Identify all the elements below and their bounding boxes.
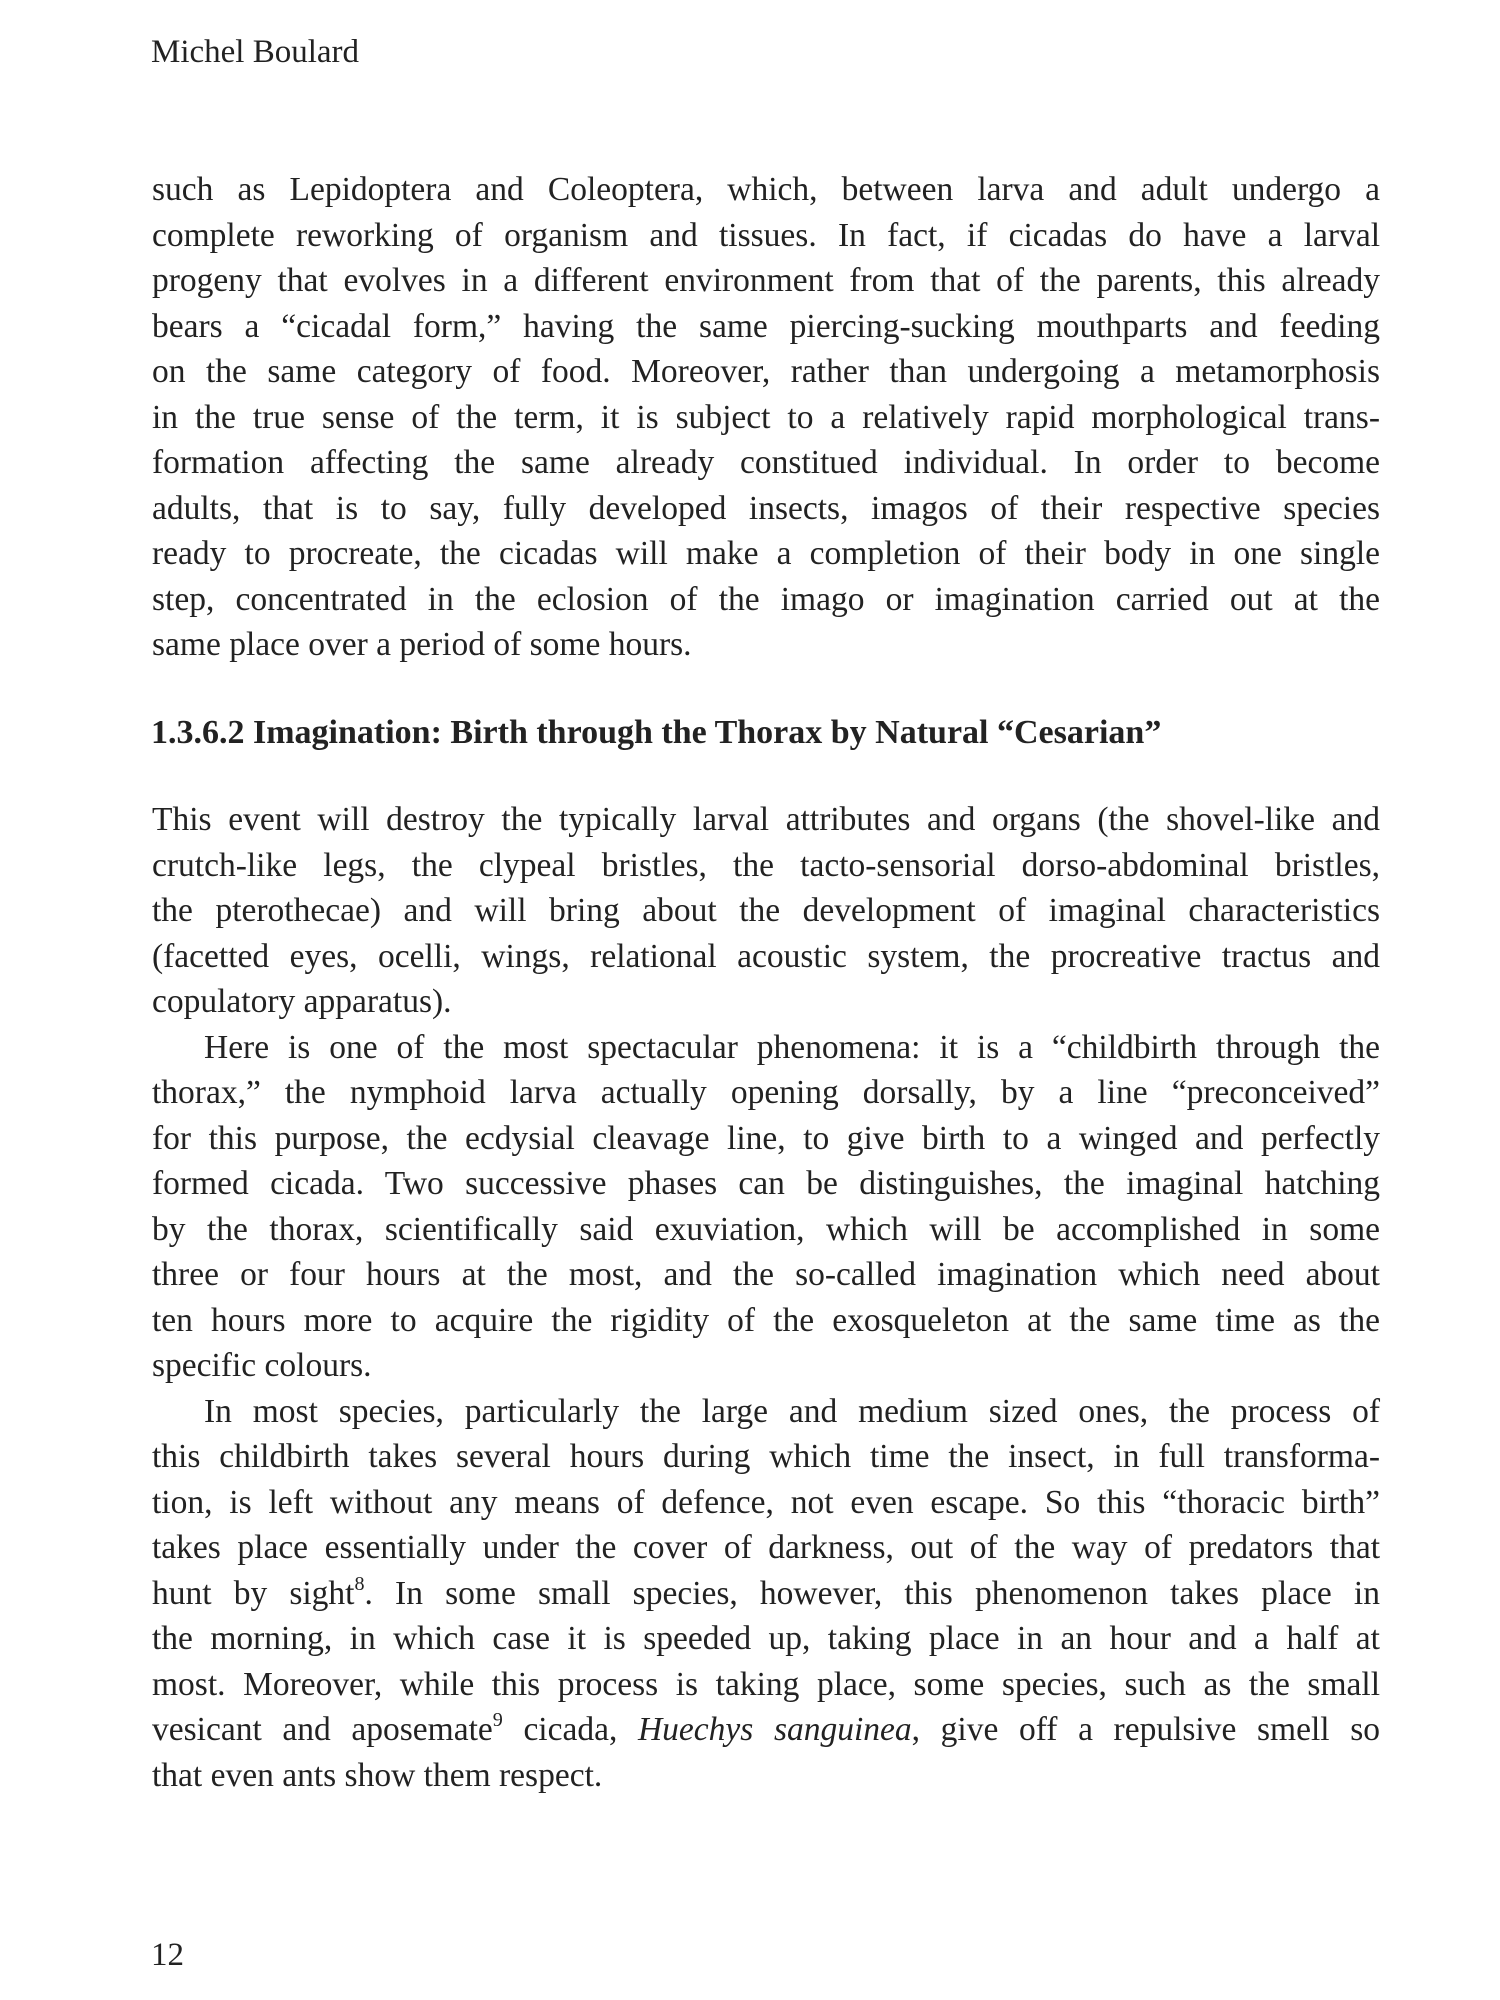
text-line: ready to procreate, the cicadas will make a completion of their body in one single [152,535,1380,572]
text-line: (facetted eyes, ocelli, wings, relational acoustic system, the procreative tractus and [152,937,1380,975]
text-line: formed cicada. Two successive phases can be distinguishes, the imaginal hatching [152,1165,1380,1202]
text-line: takes place essentially under the cover of darkness, out of the way of predators that [152,1529,1380,1566]
text-line: step, concentrated in the eclosion of the imago or imagination carried out at the [152,580,1380,618]
section-heading: 1.3.6.2 Imagination: Birth through the Thorax by Natural “Cesarian” [151,714,1162,751]
text-line: three or four hours at the most, and the so-called imagination which need about [152,1256,1380,1293]
text-line: In most species, particularly the large and medium sized ones, the process of [204,1392,1380,1430]
text-line: by the thorax, scientifically said exuviation, which will be accomplished in some [152,1210,1380,1248]
text-line: crutch-like legs, the clypeal bristles, the tacto-sensorial dorso-abdominal bristles, [152,846,1380,884]
footnote-ref: 9 [492,1708,503,1731]
text-segment: , give off a repulsive smell so [911,1711,1380,1748]
text-line: that even ants show them respect. [152,1756,603,1794]
text-line: for this purpose, the ecdysial cleavage line, to give birth to a winged and perfectly [152,1119,1380,1157]
body-text-after-heading [152,797,1380,1798]
page-number: 12 [151,1937,184,1973]
paragraph [152,1389,1380,1799]
text-line: bears a “cicadal form,” having the same piercing-sucking mouthparts and feeding [152,307,1380,345]
text-line: ten hours more to acquire the rigidity of the exosqueleton at the same time as the [152,1301,1380,1339]
text-line: same place over a period of some hours. [152,626,692,663]
running-head-author: Michel Boulard [151,34,360,70]
text-line: formation affecting the same already constitued individual. In order to become [152,444,1380,481]
text-line: most. Moreover, while this process is taking place, some species, such as the small [152,1665,1380,1703]
text-line: such as Lepidoptera and Coleoptera, which, between larva and adult undergo a [152,171,1380,208]
text-line: This event will destroy the typically larval attributes and organs (the shovel-like and [152,801,1380,838]
text-segment: cicada, [502,1711,638,1748]
text-line: progeny that evolves in a different environment from that of the parents, this already [152,262,1380,299]
text-line: tion, is left without any means of defence, not even escape. So this “thoracic birth” [152,1483,1380,1521]
text-segment: . In some small species, however, this phenomenon takes place in [364,1574,1380,1612]
text-line: the morning, in which case it is speeded up, taking place in an hour and a half at [152,1620,1380,1657]
footnote-ref: 8 [354,1572,365,1595]
text-line [152,1707,1380,1753]
paragraph [152,167,1380,668]
text-line: this childbirth takes several hours during which time the insect, in full transforma- [152,1438,1380,1475]
text-line: the pterothecae) and will bring about the development of imaginal characteristics [152,892,1380,929]
body-text-before-heading [152,167,1380,668]
paragraph [152,1025,1380,1389]
text-line: copulatory apparatus). [152,983,452,1020]
paragraph [152,797,1380,1025]
text-line: on the same category of food. Moreover, rather than undergoing a metamorphosis [152,353,1380,390]
text-line: Here is one of the most spectacular phenomena: it is a “childbirth through the [204,1028,1380,1066]
text-segment: hunt by sight [152,1574,355,1612]
text-line: complete reworking of organism and tissues. In fact, if cicadas do have a larval [152,216,1380,254]
text-line: adults, that is to say, fully developed insects, imagos of their respective species [152,489,1380,527]
text-line: thorax,” the nymphoid larva actually opening dorsally, by a line “preconceived” [152,1074,1380,1111]
species-name: Huechys sanguinea [637,1711,912,1748]
text-line: specific colours. [152,1347,372,1384]
text-line [152,1571,1380,1617]
text-segment: vesicant and aposemate [152,1711,493,1748]
text-line: in the true sense of the term, it is subject to a relatively rapid morphological trans- [152,398,1380,436]
